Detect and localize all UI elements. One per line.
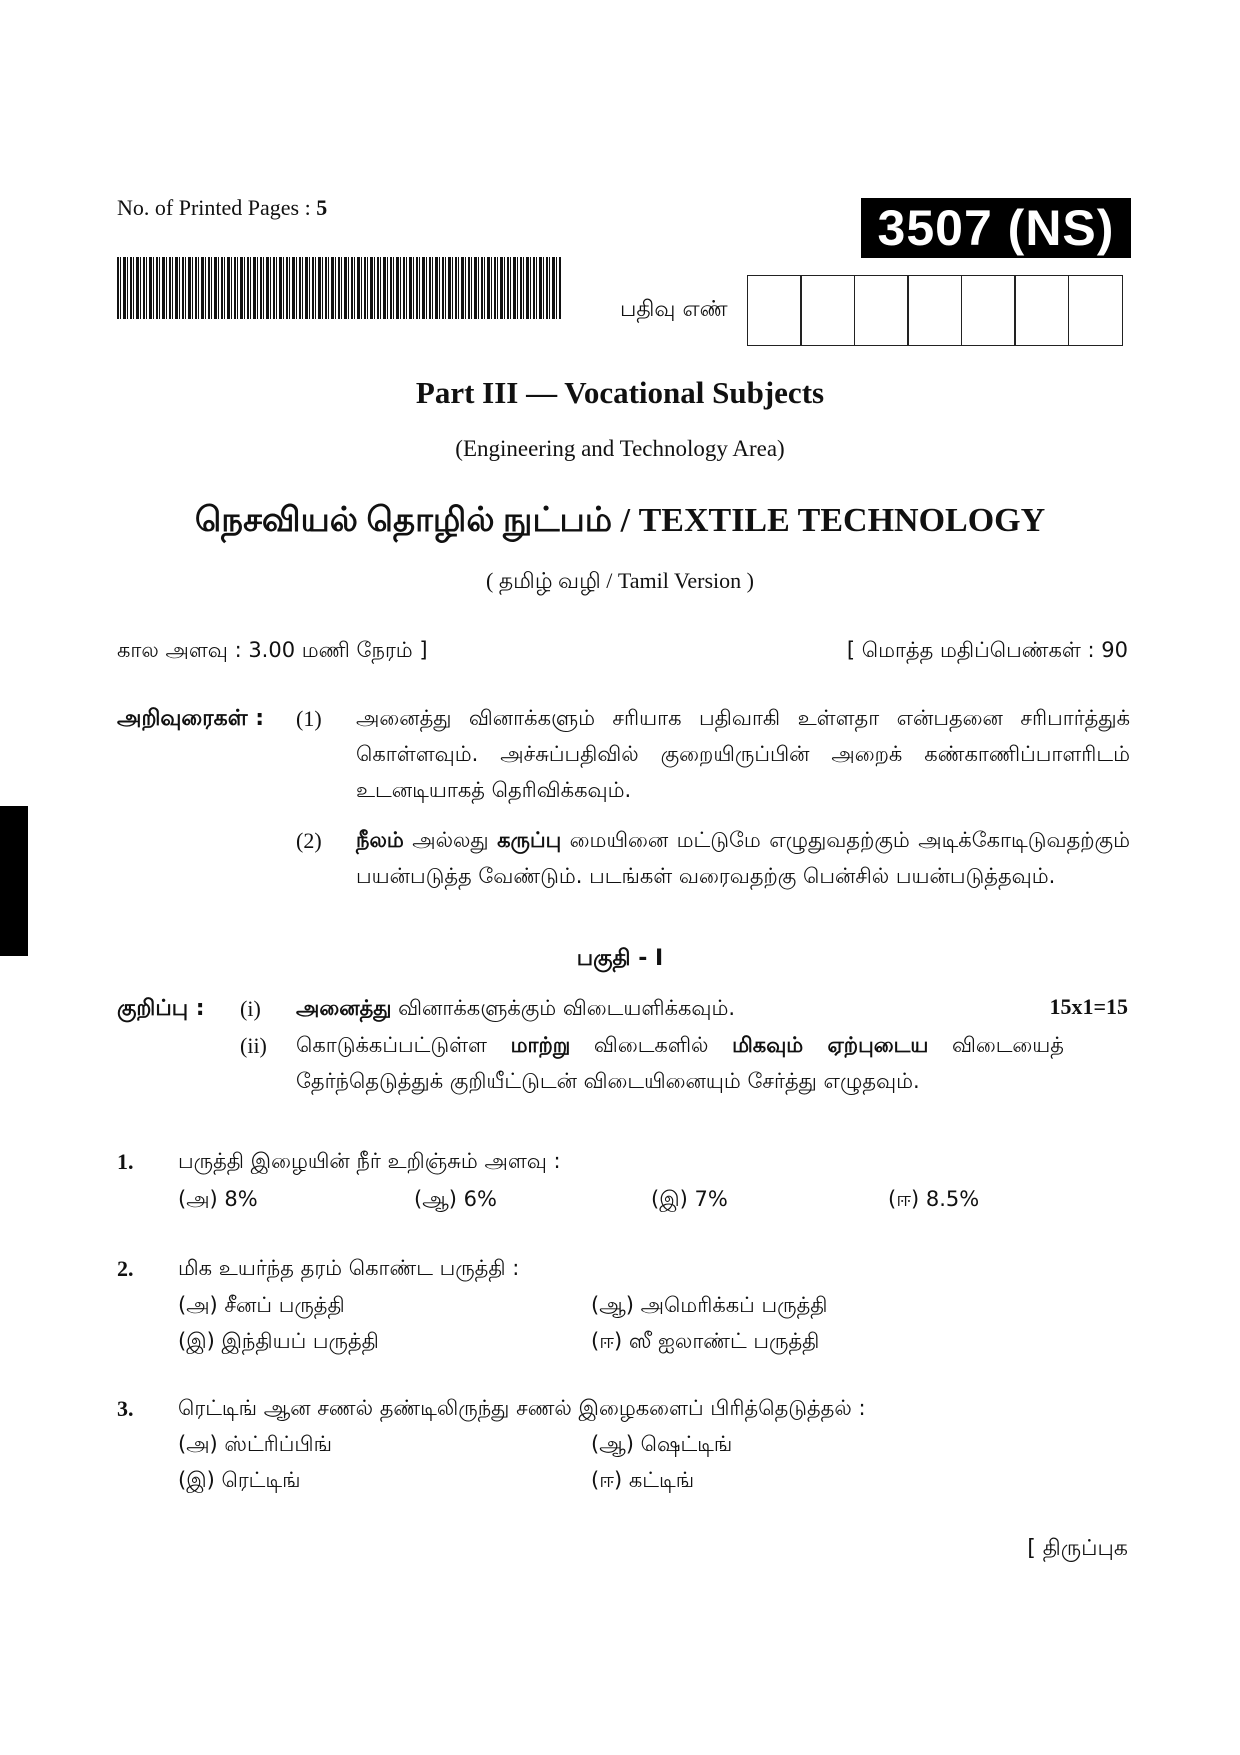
printed-pages-label: No. of Printed Pages : bbox=[117, 195, 311, 220]
question-3-number: 3. bbox=[117, 1396, 134, 1421]
note-i-bold: அனைத்து bbox=[296, 996, 392, 1020]
question-2-option-a: (அ) சீனப் பருத்தி bbox=[178, 1293, 345, 1317]
question-1-option-c: (இ) 7% bbox=[651, 1187, 728, 1211]
register-digit-box[interactable] bbox=[961, 275, 1016, 346]
note-ii-text bbox=[296, 1027, 1064, 1099]
question-3-option-a: (அ) ஸ்ட்ரிப்பிங் bbox=[178, 1432, 332, 1456]
question-2-number: 2. bbox=[117, 1256, 134, 1281]
question-3-option-d: (ஈ) கட்டிங் bbox=[591, 1468, 695, 1492]
register-digit-box[interactable] bbox=[747, 275, 802, 346]
note-ii-bold-alternative: மாற்று bbox=[510, 1033, 571, 1057]
register-number-label: பதிவு எண் bbox=[620, 297, 728, 322]
question-1-option-a: (அ) 8% bbox=[178, 1187, 258, 1211]
note-i-rest: வினாக்களுக்கும் விடையளிக்கவும். bbox=[391, 996, 736, 1020]
exam-duration: கால அளவு : 3.00 மணி நேரம் ] bbox=[117, 638, 428, 662]
section-score: 15x1=15 bbox=[1049, 994, 1128, 1019]
page-edge-marker bbox=[0, 806, 28, 956]
note-ii-c: விடையைத் தேர்ந்தெடுத்துக் குறியீட்டுடன் விடையினையும் சேர்த்து எழுதவும். bbox=[296, 1033, 1064, 1093]
instruction-2-number: (2) bbox=[296, 828, 322, 853]
subject-title: நெசவியல் தொழில் நுட்பம் / TEXTILE TECHNOLOGY bbox=[194, 502, 1046, 539]
register-digit-box[interactable] bbox=[907, 275, 962, 346]
turn-over-note: [ திருப்புக bbox=[1027, 1536, 1128, 1561]
note-ii-bold-most-suitable: மிகவும் ஏற்புடைய bbox=[732, 1033, 929, 1057]
barcode-icon bbox=[117, 257, 562, 319]
part-title: Part III — Vocational Subjects bbox=[415, 375, 825, 410]
question-1-option-b: (ஆ) 6% bbox=[414, 1187, 497, 1211]
instruction-2-rest: மையினை மட்டுமே எழுதுவதற்கும் அடிக்கோடிடுவதற்கும் பயன்படுத்த வேண்டும். படங்கள் வரைவதற்கு பென்சில் பயன்படுத்தவும். bbox=[356, 828, 1130, 888]
question-3-text: ரெட்டிங் ஆன சணல் தண்டிலிருந்து சணல் இழைகளைப் பிரித்தெடுத்தல் : bbox=[178, 1396, 866, 1420]
note-label: குறிப்பு : bbox=[117, 996, 205, 1021]
register-digit-box[interactable] bbox=[800, 275, 855, 346]
instruction-2-text bbox=[356, 822, 1130, 894]
instruction-1-number: (1) bbox=[296, 706, 322, 731]
version-subtitle: ( தமிழ் வழி / Tamil Version ) bbox=[486, 568, 754, 593]
question-3-option-b: (ஆ) ஷெட்டிங் bbox=[591, 1432, 733, 1456]
instruction-2-bold-black: கருப்பு bbox=[497, 828, 562, 852]
register-digit-box[interactable] bbox=[854, 275, 909, 346]
question-2-text: மிக உயர்ந்த தரம் கொண்ட பருத்தி : bbox=[178, 1256, 520, 1280]
question-2-option-c: (இ) இந்தியப் பருத்தி bbox=[178, 1329, 379, 1353]
paper-code-badge: 3507 (NS) bbox=[861, 198, 1131, 258]
printed-pages-line bbox=[117, 195, 327, 221]
instruction-2-or: அல்லது bbox=[403, 828, 498, 852]
area-subtitle: (Engineering and Technology Area) bbox=[455, 436, 785, 461]
printed-pages-value: 5 bbox=[316, 195, 328, 220]
note-ii-a: கொடுக்கப்பட்டுள்ள bbox=[296, 1033, 511, 1057]
question-3-option-c: (இ) ரெட்டிங் bbox=[178, 1468, 301, 1492]
instructions-heading: அறிவுரைகள் : bbox=[117, 706, 264, 731]
note-i-number: (i) bbox=[240, 996, 261, 1021]
note-ii-b: விடைகளில் bbox=[570, 1033, 733, 1057]
question-2-option-b: (ஆ) அமெரிக்கப் பருத்தி bbox=[591, 1293, 828, 1317]
note-ii-number: (ii) bbox=[240, 1033, 267, 1058]
section-title: பகுதி - I bbox=[576, 946, 664, 971]
instruction-2-bold-blue: நீலம் bbox=[356, 828, 404, 852]
register-digit-box[interactable] bbox=[1068, 275, 1123, 346]
instruction-1-text: அனைத்து வினாக்களும் சரியாக பதிவாகி உள்ளதா என்பதனை சரிபார்த்துக் கொள்ளவும். அச்சுப்பதிவில் குறையிருப்பின் அறைக் கண்காணிப்பாளரிடம் உடனடியாகத் தெரிவிக்கவும். bbox=[356, 706, 1130, 802]
question-1-text: பருத்தி இழையின் நீர் உறிஞ்சும் அளவு : bbox=[178, 1149, 561, 1173]
register-number-boxes bbox=[748, 275, 1123, 346]
question-2-option-d: (ஈ) ஸீ ஐலாண்ட் பருத்தி bbox=[591, 1329, 820, 1353]
total-marks: [ மொத்த மதிப்பெண்கள் : 90 bbox=[846, 638, 1128, 662]
question-1-option-d: (ஈ) 8.5% bbox=[888, 1187, 980, 1211]
note-i-text bbox=[296, 990, 1016, 1026]
question-1-number: 1. bbox=[117, 1149, 134, 1174]
register-digit-box[interactable] bbox=[1014, 275, 1069, 346]
